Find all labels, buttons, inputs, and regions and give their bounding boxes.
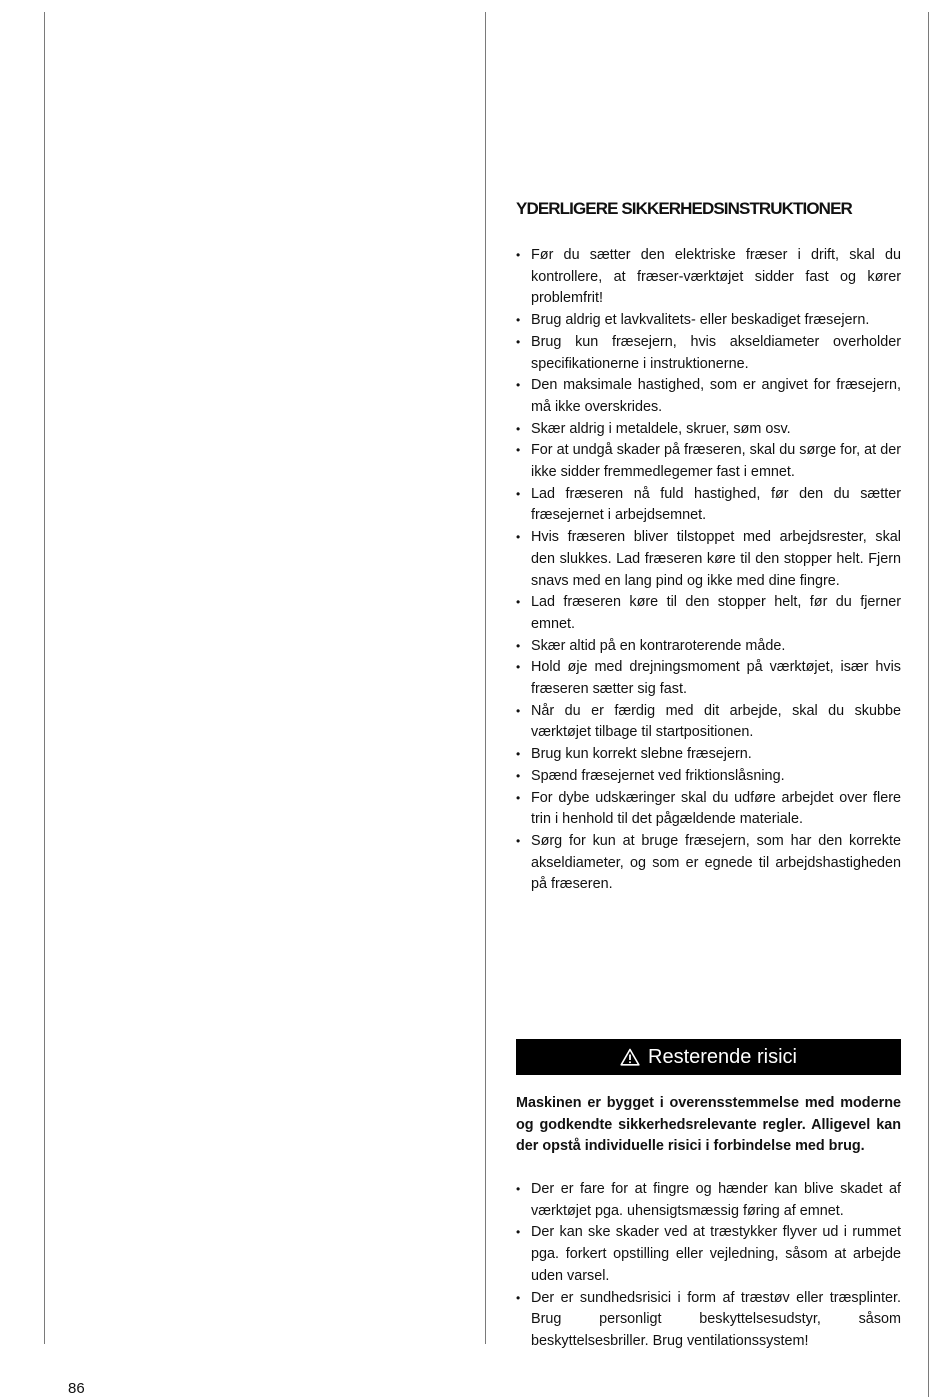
- list-item: • For at undgå skader på fræseren, skal du sørge for, at der ikke sidder fremmedlegemer fast i emnet.: [516, 440, 901, 483]
- divider-middle: [485, 12, 486, 1344]
- divider-left: [44, 12, 45, 1344]
- list-item: • Skær altid på en kontraroterende måde.: [516, 636, 901, 658]
- list-item: • Den maksimale hastighed, som er angivet for fræsejern, må ikke overskrides.: [516, 375, 901, 418]
- residual-risks-intro: Maskinen er bygget i overensstemmelse med moderne og godkendte sikkerhedsrelevante regler. Alligevel kan der opstå individuelle risici i forbindelse med brug.: [516, 1095, 901, 1155]
- page-number: 86: [68, 1380, 85, 1397]
- list-item: • Hold øje med drejningsmoment på værktøjet, især hvis fræseren sætter sig fast.: [516, 657, 901, 700]
- list-item: • Brug kun fræsejern, hvis akseldiameter overholder specifikationerne i instruktionerne.: [516, 332, 901, 375]
- list-item: • Før du sætter den elektriske fræser i drift, skal du kontrollere, at fræser-værktøjet sidder fast og kører problemfrit!: [516, 245, 901, 310]
- list-item: • Der kan ske skader ved at træstykker flyver ud i rummet pga. forkert opstilling eller vejledning, såsom at arbejde uden varsel.: [516, 1222, 901, 1287]
- list-item: • Der er fare for at fingre og hænder kan blive skadet af værktøjet pga. uhensigtsmæssig føring af emnet.: [516, 1179, 901, 1222]
- list-item: • Brug aldrig et lavkvalitets- eller beskadiget fræsejern.: [516, 310, 901, 332]
- divider-right: [928, 12, 929, 1397]
- list-item: • Brug kun korrekt slebne fræsejern.: [516, 744, 901, 766]
- list-item: • Når du er færdig med dit arbejde, skal du skubbe værktøjet tilbage til startpositionen.: [516, 701, 901, 744]
- list-item: • Skær aldrig i metaldele, skruer, søm osv.: [516, 419, 901, 441]
- list-item: • For dybe udskæringer skal du udføre arbejdet over flere trin i henhold til det pågældende materiale.: [516, 788, 901, 831]
- section-heading: YDERLIGERE SIKKERHEDSINSTRUKTIONER: [516, 199, 852, 218]
- safety-instructions-list: [516, 245, 901, 896]
- residual-risks-list: [516, 1179, 901, 1353]
- banner-title: Resterende risici: [648, 1045, 797, 1068]
- warning-triangle-icon: [620, 1048, 640, 1066]
- list-item: • Lad fræseren køre til den stopper helt, før du fjerner emnet.: [516, 592, 901, 635]
- list-item: • Sørg for kun at bruge fræsejern, som har den korrekte akseldiameter, og som er egnede til arbejdshastigheden på fræseren.: [516, 831, 901, 896]
- residual-risks-banner: [516, 1039, 901, 1075]
- list-item: • Lad fræseren nå fuld hastighed, før den du sætter fræsejernet i arbejdsemnet.: [516, 484, 901, 527]
- list-item: • Der er sundhedsrisici i form af træstøv eller træsplinter. Brug personligt beskyttelsesudstyr, såsom beskyttelsesbriller. Brug ventilationssystem!: [516, 1288, 901, 1353]
- list-item: • Hvis fræseren bliver tilstoppet med arbejdsrester, skal den slukkes. Lad fræseren køre til den stopper helt. Fjern snavs med en lang pind og ikke med dine fingre.: [516, 527, 901, 592]
- list-item: • Spænd fræsejernet ved friktionslåsning.: [516, 766, 901, 788]
